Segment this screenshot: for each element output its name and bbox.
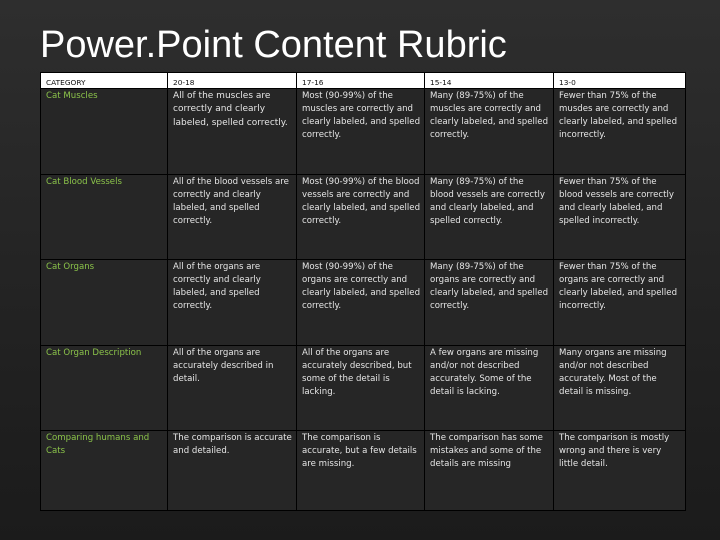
table-cell: The comparison has some mistakes and some of the details are missing — [425, 431, 554, 511]
header-score-20-18: 20-18 — [168, 73, 297, 89]
table-cell: Many (89-75%) of the blood vessels are correctly and clearly labeled, and spelled correctly. — [425, 175, 554, 260]
table-cell: All of the organs are correctly and clearly labeled, and spelled correctly. — [168, 260, 297, 346]
table-row — [41, 431, 686, 511]
table-cell: All of the organs are accurately described, but some of the detail is lacking. — [297, 346, 425, 431]
row-category: Cat Organ Description — [41, 346, 168, 431]
row-category: Cat Organs — [41, 260, 168, 346]
table-row — [41, 346, 686, 431]
table-cell: Most (90-99%) of the muscles are correctly and clearly labeled, and spelled correctly. — [297, 89, 425, 175]
header-score-17-16: 17-16 — [297, 73, 425, 89]
row-category: Cat Muscles — [41, 89, 168, 175]
table-row — [41, 260, 686, 346]
row-category: Cat Blood Vessels — [41, 175, 168, 260]
table-cell: Fewer than 75% of the musdes are correctly and clearly labeled, and spelled incorrectly. — [554, 89, 686, 175]
table-cell: The comparison is accurate, but a few details are missing. — [297, 431, 425, 511]
table-cell: All of the muscles are correctly and clearly labeled, spelled correctly. — [168, 89, 297, 175]
table-row — [41, 175, 686, 260]
table-cell: Many (89-75%) of the muscles are correctly and clearly labeled, and spelled correctly. — [425, 89, 554, 175]
table-row — [41, 89, 686, 175]
table-cell: Fewer than 75% of the organs are correctly and clearly labeled, and spelled incorrectly. — [554, 260, 686, 346]
table-cell: Most (90-99%) of the organs are correctly and clearly labeled, and spelled correctly. — [297, 260, 425, 346]
table-cell: Many (89-75%) of the organs are correctly and clearly labeled, and spelled correctly. — [425, 260, 554, 346]
table-header-row — [41, 73, 686, 89]
table-cell: The comparison is accurate and detailed. — [168, 431, 297, 511]
table-cell: Many organs are missing and/or not described accurately. Most of the detail is missing. — [554, 346, 686, 431]
table-cell: Fewer than 75% of the blood vessels are correctly and clearly labeled, and spelled incorrectly. — [554, 175, 686, 260]
table-cell: A few organs are missing and/or not described accurately. Some of the detail is lacking. — [425, 346, 554, 431]
table-cell: All of the blood vessels are correctly and clearly labeled, and spelled correctly. — [168, 175, 297, 260]
rubric-table — [40, 72, 686, 511]
table-cell: All of the organs are accurately described in detail. — [168, 346, 297, 431]
row-category: Comparing humans and Cats — [41, 431, 168, 511]
header-score-15-14: 15-14 — [425, 73, 554, 89]
table-cell: The comparison is mostly wrong and there is very little detail. — [554, 431, 686, 511]
header-score-13-0: 13-0 — [554, 73, 686, 89]
header-category: CATEGORY — [41, 73, 168, 89]
slide-title: Power.Point Content Rubric — [40, 24, 507, 66]
table-cell: Most (90-99%) of the blood vessels are correctly and clearly labeled, and spelled correctly. — [297, 175, 425, 260]
